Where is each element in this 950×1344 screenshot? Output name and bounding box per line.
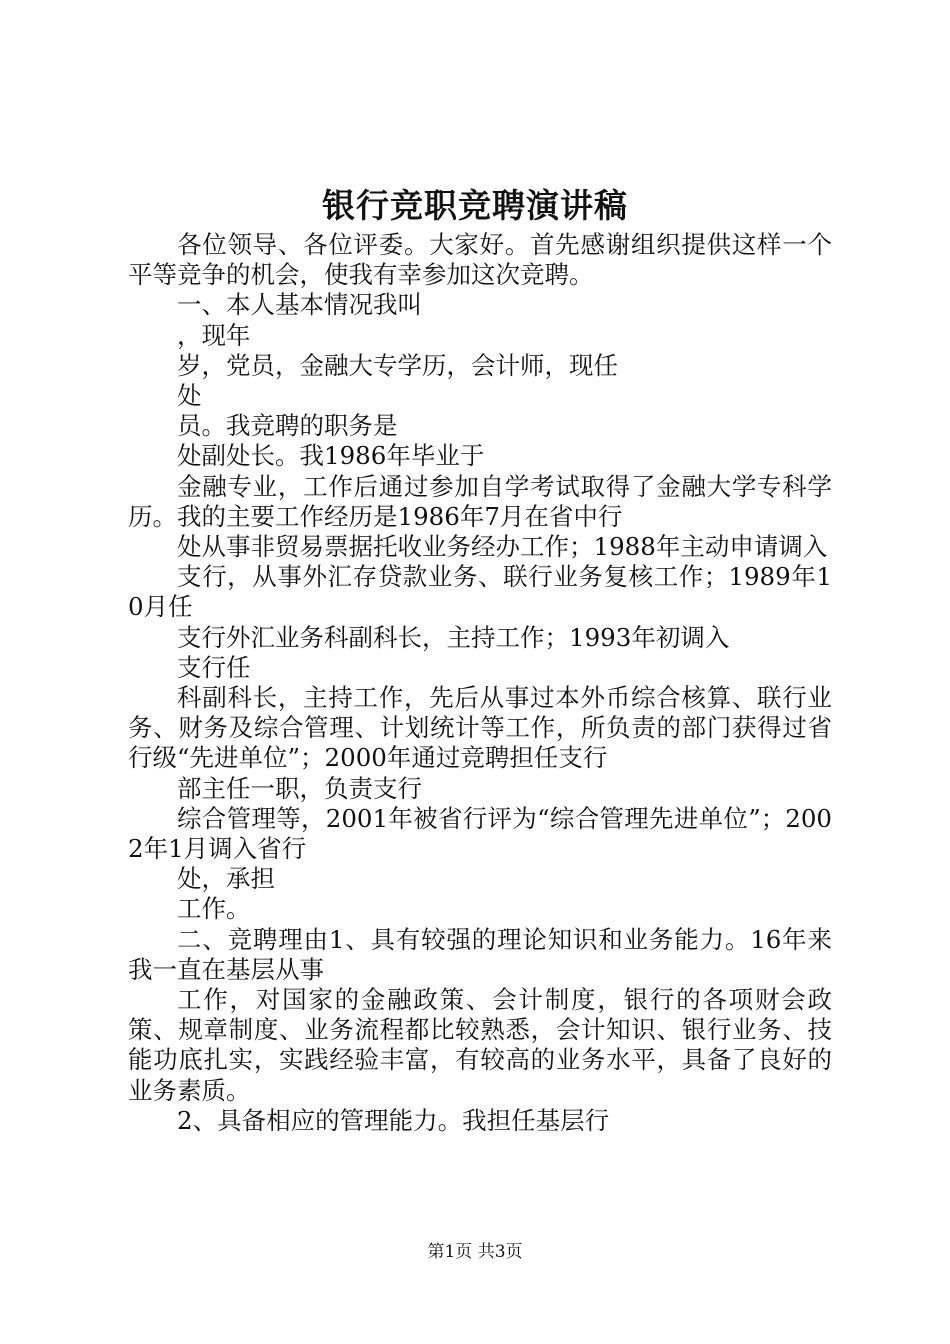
paragraph: 处，承担 — [177, 864, 275, 894]
paragraph: 处副处长。我1986年毕业于 — [177, 441, 485, 471]
paragraph: 部主任一职，负责支行 — [177, 773, 422, 803]
paragraph: 支行外汇业务科副科长，主持工作；1993年初调入 — [177, 622, 730, 652]
paragraph: 支行任 — [177, 652, 251, 682]
paragraph: 支行，从事外汇存贷款业务、联行业务复核工作；1989年10月任 — [128, 562, 832, 622]
paragraph: 各位领导、各位评委。大家好。首先感谢组织提供这样一个平等竞争的机会，使我有幸参加这次竞聘。 — [128, 230, 832, 290]
paragraph: 科副科长，主持工作，先后从事过本外币综合核算、联行业务、财务及综合管理、计划统计等工作，所负责的部门获得过省行级“先进单位”；2000年通过竞聘担任支行 — [128, 683, 832, 773]
paragraph: 岁，党员，金融大专学历，会计师，现任 — [177, 350, 618, 380]
document-title: 银行竞职竞聘演讲稿 — [322, 186, 628, 225]
paragraph: 二、竞聘理由1、具有较强的理论知识和业务能力。16年来我一直在基层从事 — [128, 924, 832, 984]
paragraph: 工作。 — [177, 894, 251, 924]
paragraph: 一、本人基本情况我叫 — [177, 290, 422, 320]
page-footer: 第1页 共3页 — [427, 1242, 523, 1262]
paragraph: 2、具备相应的管理能力。我担任基层行 — [177, 1105, 610, 1135]
paragraph: 金融专业，工作后通过参加自学考试取得了金融大学专科学历。我的主要工作经历是1986年7月在省中行 — [128, 471, 832, 531]
paragraph: 工作，对国家的金融政策、会计制度，银行的各项财会政策、规章制度、业务流程都比较熟悉，会计知识、银行业务、技能功底扎实，实践经验丰富，有较高的业务水平，具备了良好的业务素质。 — [128, 985, 832, 1105]
paragraph: 处 — [177, 381, 202, 411]
document-body — [128, 230, 832, 1136]
paragraph: 处从事非贸易票据托收业务经办工作；1988年主动申请调入 — [177, 532, 828, 562]
paragraph: 员。我竞聘的职务是 — [177, 411, 398, 441]
paragraph: ，现年 — [177, 320, 251, 350]
paragraph: 综合管理等，2001年被省行评为“综合管理先进单位”；2002年1月调入省行 — [128, 803, 832, 864]
